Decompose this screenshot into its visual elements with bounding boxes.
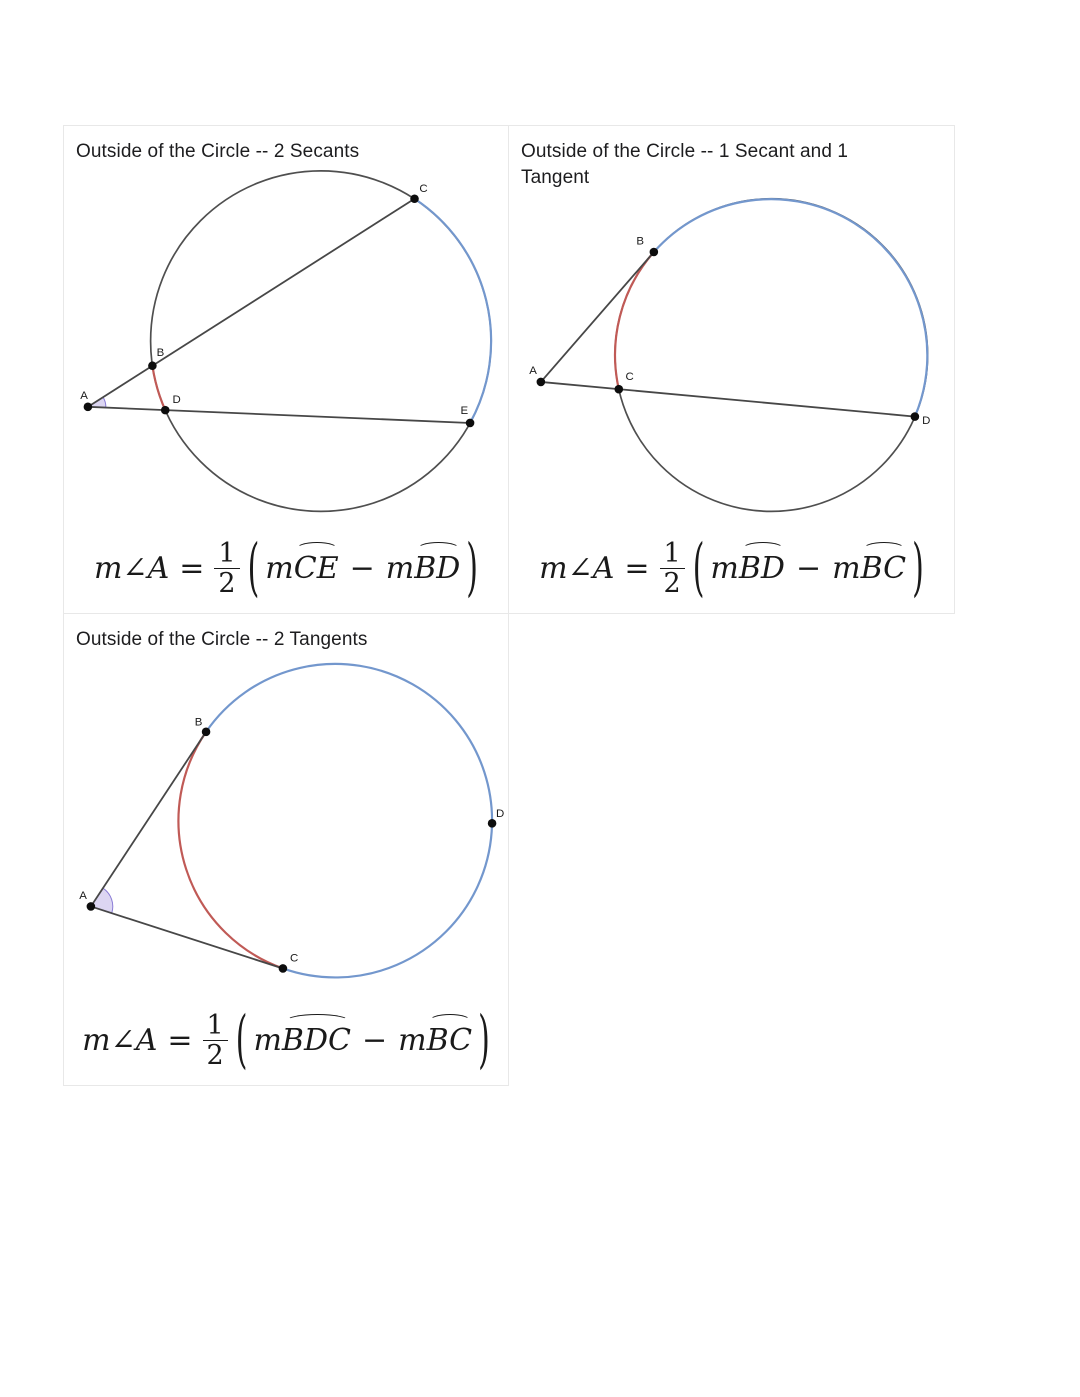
fraction-denominator: 2	[214, 568, 239, 598]
fraction-denominator: 2	[203, 1040, 228, 1070]
secant-ABC	[88, 199, 415, 407]
point-dot-a	[87, 902, 96, 911]
open-paren: (	[692, 531, 705, 606]
point-dot-b	[650, 248, 659, 257]
minus-sign: −	[361, 1022, 388, 1058]
minus-sign: −	[795, 550, 822, 586]
tangent-AB	[91, 732, 206, 907]
point-label-b: B	[194, 716, 203, 729]
secant-ADE	[88, 404, 470, 423]
arc-letters: BD	[414, 550, 461, 586]
point-dot-a	[537, 378, 546, 387]
point-label-c: C	[625, 370, 634, 383]
point-dot-c	[279, 964, 288, 973]
arc-symbol	[417, 542, 460, 556]
equals-sign: =	[624, 550, 650, 586]
fraction-numerator: 1	[663, 537, 681, 569]
point-dot-b	[202, 728, 211, 737]
close-paren: )	[466, 531, 479, 606]
arc-far-BDC	[206, 664, 492, 978]
arc-term-CE	[265, 551, 338, 586]
point-dot-e	[466, 419, 475, 428]
formula-lhs: m∠A	[93, 550, 170, 586]
point-dot-d	[161, 406, 170, 415]
close-paren: )	[912, 531, 924, 606]
minus-sign: −	[349, 550, 375, 586]
panel-title: Outside of the Circle -- 2 Secants	[76, 141, 360, 162]
arc-term-BDC	[253, 1023, 351, 1058]
fraction-one-half	[660, 539, 685, 598]
measure-prefix: m	[710, 550, 739, 586]
formula-two-secants	[64, 531, 508, 606]
panel-secant-tangent	[508, 125, 955, 614]
fraction-denominator: 2	[660, 568, 685, 598]
arc-term-BD	[710, 551, 785, 586]
tangent-AC	[91, 906, 283, 968]
point-label-c: C	[419, 182, 428, 195]
equals-sign: =	[179, 550, 205, 586]
panel-title: Outside of the Circle -- 1 Secant and 1 Tangent	[521, 141, 849, 188]
arc-letters: BD	[738, 550, 785, 586]
point-dot-a	[84, 403, 93, 412]
circle-outline	[151, 171, 491, 511]
fraction-numerator: 1	[218, 537, 236, 569]
arc-term-BD	[386, 551, 461, 586]
arc-far-CE	[415, 199, 492, 423]
point-label-d: D	[172, 393, 181, 406]
panel-two-tangents	[63, 613, 509, 1086]
panel-title: Outside of the Circle -- 2 Tangents	[76, 629, 368, 650]
arc-far-BD	[654, 199, 927, 416]
measure-prefix: m	[832, 550, 861, 586]
point-label-b: B	[156, 347, 165, 360]
formula-lhs: m∠A	[539, 550, 615, 586]
point-label-d: D	[496, 808, 505, 821]
arc-letters: BC	[426, 1022, 473, 1058]
circle-outline	[615, 199, 931, 512]
point-label-e: E	[460, 404, 469, 417]
point-dot-c	[615, 385, 624, 394]
point-label-b: B	[636, 235, 645, 248]
formula-lhs: m∠A	[82, 1022, 158, 1058]
formula-two-tangents	[64, 1003, 508, 1078]
formula-secant-tangent	[509, 531, 954, 606]
arc-letters: BC	[860, 550, 907, 586]
arc-symbol	[742, 542, 785, 556]
arc-term-BC	[398, 1023, 472, 1058]
measure-prefix: m	[385, 550, 415, 586]
point-dot-d	[488, 819, 497, 828]
tangent-AB	[541, 252, 654, 382]
point-dot-c	[410, 194, 419, 203]
panel-two-secants	[63, 125, 509, 614]
arc-symbol	[863, 542, 905, 556]
arc-near-BD	[152, 366, 165, 410]
measure-prefix: m	[398, 1022, 427, 1058]
arc-letters: BDC	[281, 1022, 351, 1058]
arc-near-BC	[615, 252, 654, 389]
point-dot-d	[911, 412, 920, 421]
point-label-c: C	[289, 952, 299, 965]
point-label-d: D	[922, 414, 931, 427]
arc-symbol	[296, 542, 337, 556]
measure-prefix: m	[253, 1022, 282, 1058]
arc-symbol	[429, 1014, 471, 1028]
point-label-a: A	[79, 889, 87, 902]
point-label-a: A	[80, 389, 88, 402]
close-paren: )	[478, 1003, 490, 1078]
arc-letters: CE	[293, 550, 339, 586]
arc-term-BC	[832, 551, 906, 586]
arc-near-BC	[178, 732, 282, 969]
measure-prefix: m	[265, 550, 294, 586]
arc-symbol	[286, 1014, 349, 1028]
secant-ACD	[541, 382, 915, 417]
open-paren: (	[235, 1003, 248, 1078]
fraction-numerator: 1	[206, 1009, 224, 1041]
fraction-one-half	[203, 1011, 228, 1070]
point-dot-b	[148, 361, 157, 370]
point-label-a: A	[529, 364, 537, 377]
open-paren: (	[247, 531, 260, 606]
fraction-one-half	[214, 539, 239, 598]
equals-sign: =	[167, 1022, 193, 1058]
